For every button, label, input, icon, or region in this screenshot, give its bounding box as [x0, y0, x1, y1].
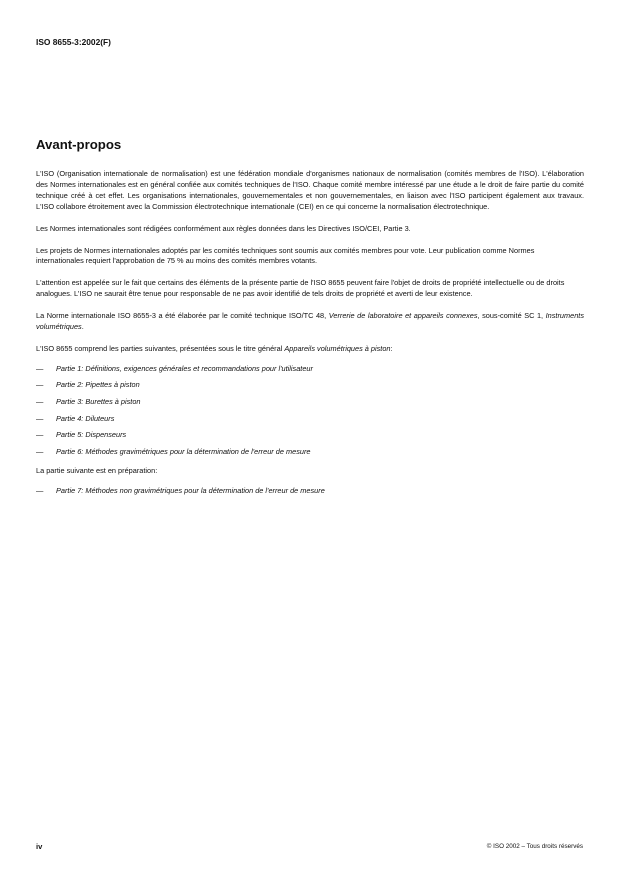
document-id-header: ISO 8655-3:2002(F)	[36, 37, 111, 47]
list-item-text: Partie 1: Définitions, exigences générales et recommandations pour l'utilisateur	[56, 363, 313, 373]
list-item-text: Partie 7: Méthodes non gravimétriques pour la détermination de l'erreur de mesure	[56, 486, 325, 496]
document-body	[36, 169, 584, 506]
list-item-text: Partie 3: Burettes à piston	[56, 397, 141, 407]
text: , sous-comité SC 1,	[477, 311, 546, 321]
subcommittee-title: Instruments volumétriques	[36, 311, 584, 332]
copyright-notice: © ISO 2002 – Tous droits réservés	[486, 843, 583, 850]
list-item	[36, 444, 584, 461]
list-item	[36, 394, 584, 411]
section-title: Avant-propos	[36, 137, 122, 152]
paragraph	[36, 344, 584, 355]
general-title: Appareils volumétriques à piston	[284, 343, 391, 353]
committee-title: Verrerie de laboratoire et appareils connexes	[328, 311, 478, 321]
paragraph: Les Normes internationales sont rédigées conformément aux règles données dans les Directives ISO/CEI, Partie 3.	[36, 223, 411, 233]
paragraph	[36, 311, 584, 333]
parts-list	[36, 361, 584, 461]
list-item	[36, 427, 584, 444]
text: .	[81, 322, 84, 332]
list-item	[36, 483, 584, 500]
dash-bullet: —	[36, 430, 44, 440]
dash-bullet: —	[36, 397, 44, 407]
paragraph: L'attention est appelée sur le fait que certains des éléments de la présente partie de l'ISO 8655 peuvent faire l'objet de droits de propriété intellectuelle ou de droits analogues. L'ISO ne saurait être tenue pour responsable de ne pas avoir identifié de tels droits de propriété et averti de leur existence.	[36, 278, 565, 299]
list-item	[36, 361, 584, 378]
text: La Norme internationale ISO 8655-3 a été élaborée par le comité technique ISO/TC 48,	[36, 311, 329, 321]
paragraph: L'ISO (Organisation internationale de normalisation) est une fédération mondiale d'organismes nationaux de normalisation (comités membres de l'ISO). L'élaboration des Normes internationales est en général confiée aux comités techniques de l'ISO. Chaque comité membre intéressé par une étude a le droit de faire partie du comité technique créé à cet effet. Les organisations internationales, gouvernementales et non gouvernementales, en liaison avec l'ISO participent également aux travaux. L'ISO collabore étroitement avec la Commission électrotechnique internationale (CEI) en ce qui concerne la normalisation électrotechnique.	[36, 169, 584, 211]
dash-bullet: —	[36, 380, 44, 390]
list-item-text: Partie 2: Pipettes à piston	[56, 380, 140, 390]
text: :	[390, 343, 393, 353]
dash-bullet: —	[36, 486, 44, 496]
dash-bullet: —	[36, 446, 44, 456]
list-item-text: Partie 4: Diluteurs	[56, 413, 115, 423]
text: L'ISO 8655 comprend les parties suivantes, présentées sous le titre général	[36, 343, 285, 353]
list-item-text: Partie 6: Méthodes gravimétriques pour la détermination de l'erreur de mesure	[56, 446, 311, 456]
list-item-text: Partie 5: Dispenseurs	[56, 430, 127, 440]
list-item	[36, 411, 584, 428]
page-number: iv	[36, 842, 43, 851]
parts-in-preparation-list	[36, 483, 584, 500]
paragraph: La partie suivante est en préparation:	[36, 466, 158, 476]
paragraph: Les projets de Normes internationales adoptés par les comités techniques sont soumis aux comités membres pour vote. Leur publication comme Normes internationales requiert l'approbation de 75 % au moins des comités membres votants.	[36, 245, 535, 266]
dash-bullet: —	[36, 363, 44, 373]
dash-bullet: —	[36, 413, 44, 423]
list-item	[36, 377, 584, 394]
